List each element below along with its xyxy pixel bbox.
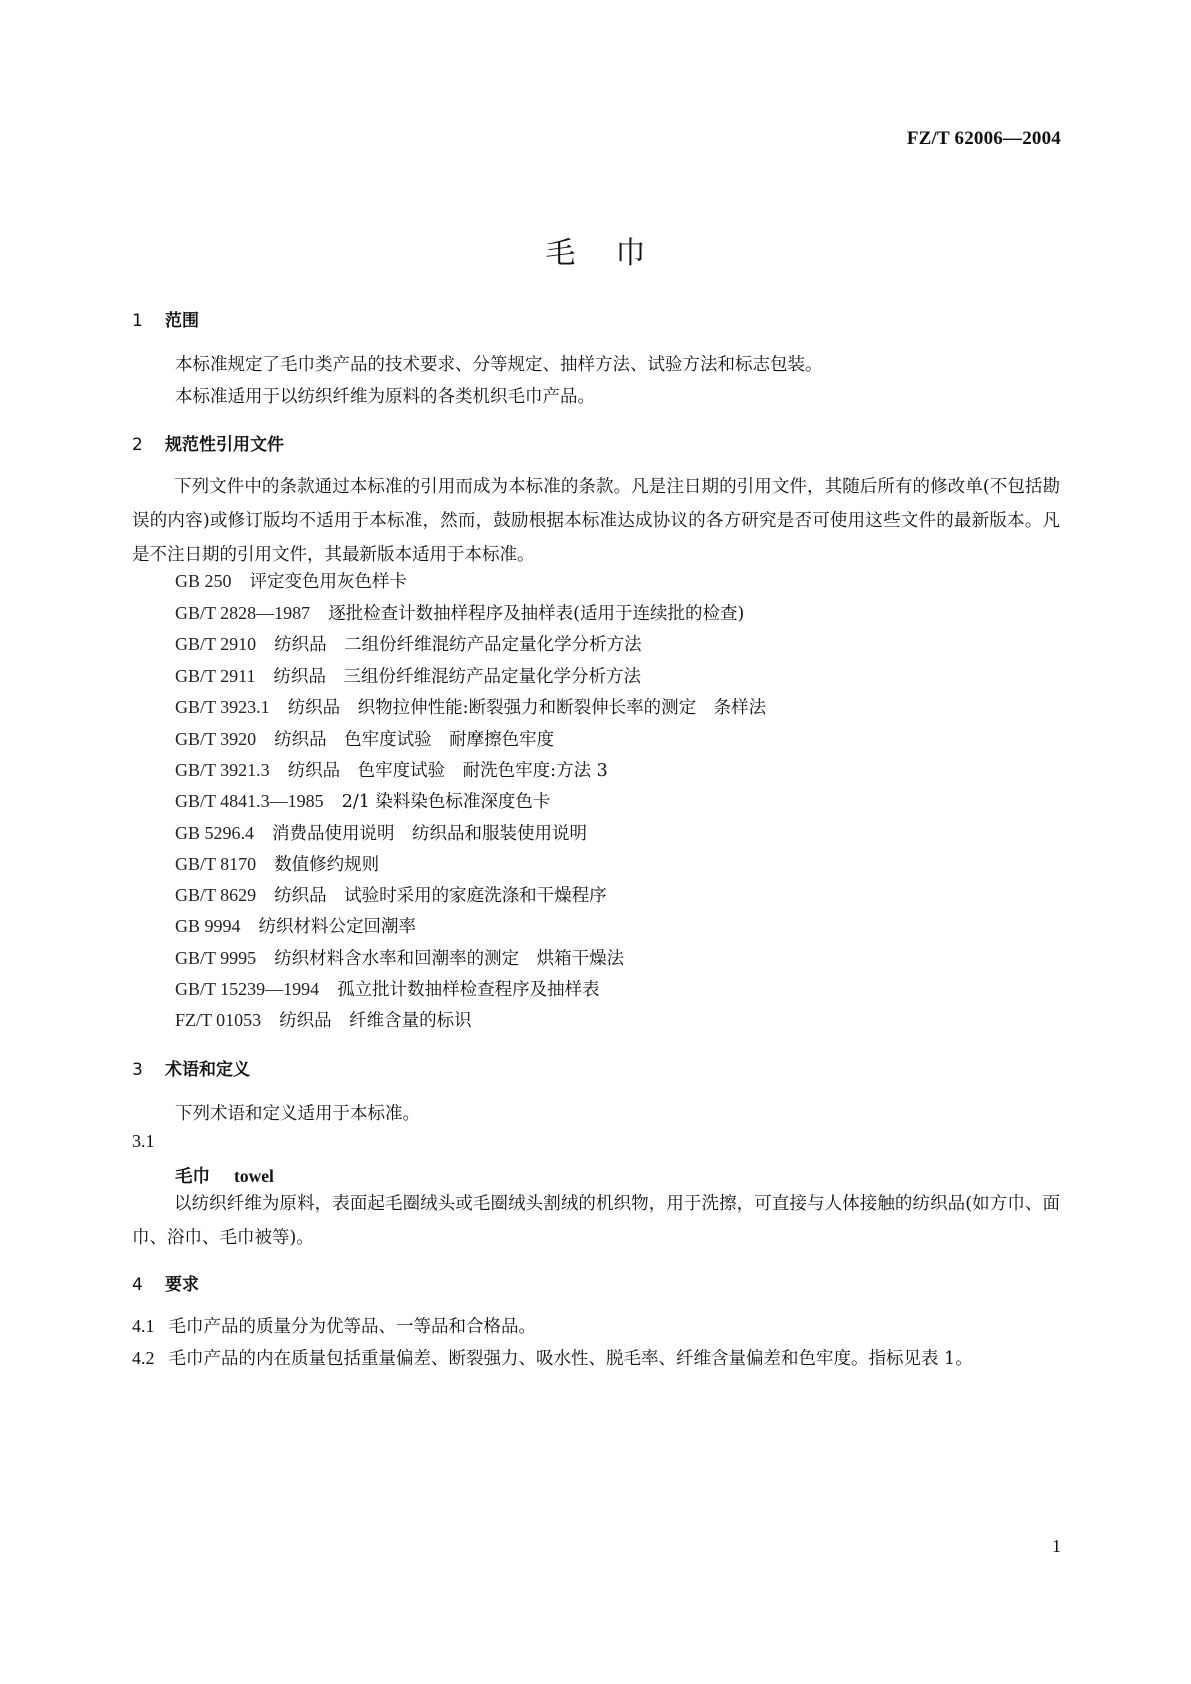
reference-item: GB/T 4841.3—1985 2/1 染料染色标准深度色卡 bbox=[175, 791, 551, 812]
clause-number: 3.1 bbox=[132, 1131, 155, 1151]
requirement-4-2 bbox=[132, 1341, 1060, 1376]
reference-item: GB/T 3921.3 纺织品 色牢度试验 耐洗色牢度:方法 3 bbox=[175, 760, 608, 781]
section-number: 2 bbox=[132, 435, 143, 455]
section-number: 1 bbox=[132, 311, 143, 331]
section-title: 术语和定义 bbox=[165, 1060, 250, 1080]
clause-text: 毛巾产品的内在质量包括重量偏差、断裂强力、吸水性、脱毛率、纤维含量偏差和色牢度。指标见表 1。 bbox=[168, 1349, 973, 1369]
section-2-heading bbox=[132, 430, 284, 455]
term-chinese: 毛巾 bbox=[175, 1167, 210, 1187]
reference-item: GB/T 2911 纺织品 三组份纤维混纺产品定量化学分析方法 bbox=[175, 666, 642, 687]
reference-item: GB 9994 纺织材料公定回潮率 bbox=[175, 916, 417, 937]
normative-references-intro: 下列文件中的条款通过本标准的引用而成为本标准的条款。凡是注日期的引用文件，其随后所有的修改单(不包括勘误的内容)或修订版均不适用于本标准，然而，鼓励根据本标准达成协议的各方研究是否可使用这些文件的最新版本。凡是不注日期的引用文件，其最新版本适用于本标准。 bbox=[132, 477, 1060, 565]
section-1-heading bbox=[132, 306, 199, 331]
page-number: 1 bbox=[1052, 1536, 1061, 1556]
term-heading bbox=[175, 1163, 274, 1188]
reference-item: GB/T 2828—1987 逐批检查计数抽样程序及抽样表(适用于连续批的检查) bbox=[175, 603, 745, 624]
clause-text: 毛巾产品的质量分为优等品、一等品和合格品。 bbox=[168, 1317, 536, 1337]
term-definition: 以纺织纤维为原料，表面起毛圈绒头或毛圈绒头割绒的机织物，用于洗擦，可直接与人体接触的纺织品(如方巾、面巾、浴巾、毛巾被等)。 bbox=[132, 1194, 1060, 1248]
reference-item: GB/T 8170 数值修约规则 bbox=[175, 854, 380, 875]
reference-item: GB/T 3920 纺织品 色牢度试验 耐摩擦色牢度 bbox=[175, 729, 555, 750]
reference-item: GB/T 3923.1 纺织品 织物拉伸性能:断裂强力和断裂伸长率的测定 条样法 bbox=[175, 697, 767, 718]
section-3-heading bbox=[132, 1055, 250, 1080]
reference-item: GB/T 2910 纺织品 二组份纤维混纺产品定量化学分析方法 bbox=[175, 634, 642, 655]
section-number: 3 bbox=[132, 1060, 143, 1080]
scope-paragraph-2: 本标准适用于以纺织纤维为原料的各类机织毛巾产品。 bbox=[175, 387, 595, 407]
reference-item: GB 250 评定变色用灰色样卡 bbox=[175, 571, 408, 592]
reference-item: GB/T 15239—1994 孤立批计数抽样检查程序及抽样表 bbox=[175, 979, 600, 1000]
scope-paragraph-1: 本标准规定了毛巾类产品的技术要求、分等规定、抽样方法、试验方法和标志包装。 bbox=[175, 355, 823, 375]
reference-item: GB/T 8629 纺织品 试验时采用的家庭洗涤和干燥程序 bbox=[175, 885, 607, 906]
document-title: 毛巾 bbox=[545, 236, 686, 271]
reference-item: GB/T 9995 纺织材料含水率和回潮率的测定 烘箱干燥法 bbox=[175, 948, 625, 969]
term-english: towel bbox=[234, 1166, 274, 1186]
requirement-4-1 bbox=[132, 1309, 1060, 1344]
section-number: 4 bbox=[132, 1275, 143, 1295]
reference-item: FZ/T 01053 纺织品 纤维含量的标识 bbox=[175, 1010, 472, 1031]
standard-code: FZ/T 62006—2004 bbox=[906, 128, 1061, 149]
clause-number: 4.1 bbox=[132, 1316, 155, 1336]
section-title: 范围 bbox=[165, 311, 199, 331]
section-title: 要求 bbox=[165, 1275, 199, 1295]
reference-item: GB 5296.4 消费品使用说明 纺织品和服装使用说明 bbox=[175, 823, 588, 844]
clause-number: 4.2 bbox=[132, 1348, 155, 1368]
section-4-heading bbox=[132, 1270, 199, 1295]
terms-intro: 下列术语和定义适用于本标准。 bbox=[175, 1104, 420, 1124]
section-title: 规范性引用文件 bbox=[165, 435, 284, 455]
